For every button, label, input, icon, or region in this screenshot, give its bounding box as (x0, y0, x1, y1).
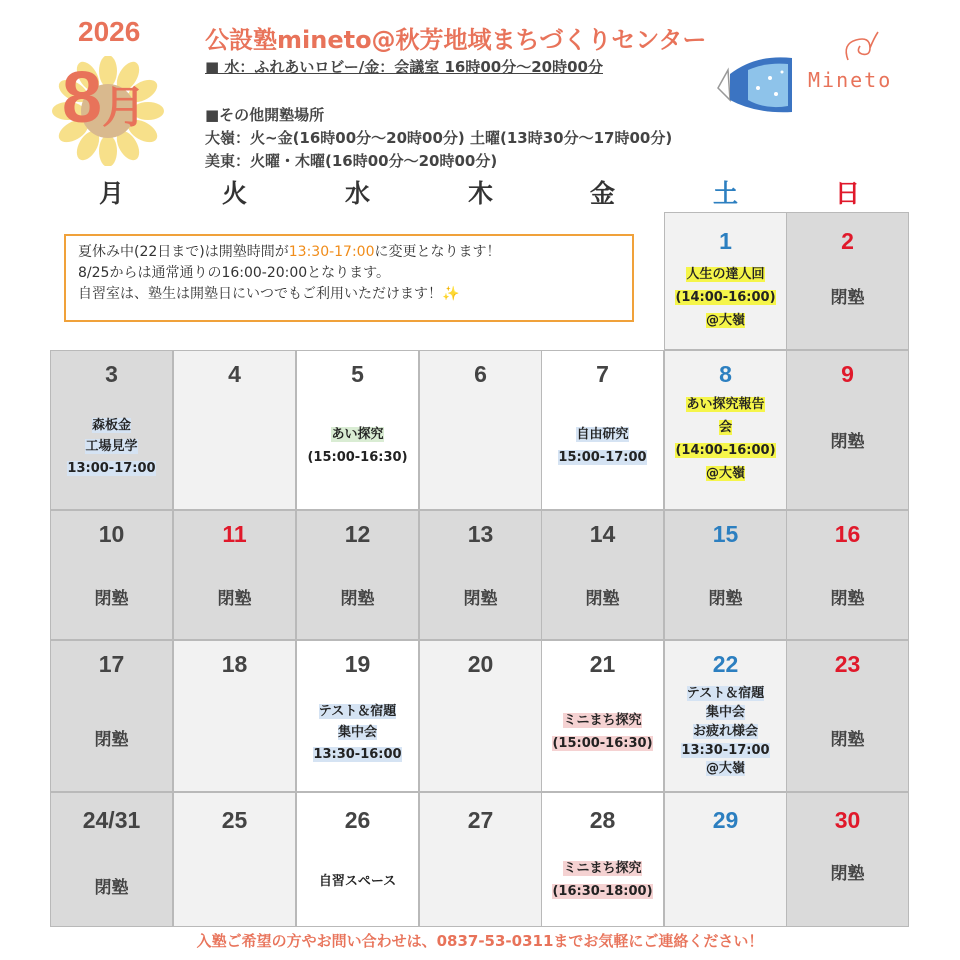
closed-label: 閉塾 (708, 589, 743, 609)
event-ai-tankyu: あい探究 (15:00-16:30) (307, 427, 408, 466)
closed-label: 閉塾 (830, 730, 865, 750)
closed-label: 閉塾 (463, 589, 498, 609)
calendar-day-3: 3 森板金 工場見学 13:00-17:00 (50, 350, 173, 510)
event-test-homework-party: テスト＆宿題 集中会 お疲れ様会 13:30-17:00 @大嶺 (681, 686, 770, 777)
calendar-day-28: 28 ミニまち探究 (16:30-18:00) (541, 792, 664, 927)
month-number: 8 (62, 58, 103, 138)
calendar-day-18: 18 (173, 640, 296, 792)
calendar-day-14: 14 閉塾 (541, 510, 664, 640)
brand-logo-text: Mineto (808, 68, 893, 92)
calendar-day-15: 15 閉塾 (664, 510, 787, 640)
weekday-sat: 土 (712, 179, 738, 208)
notice-box (64, 234, 634, 322)
closed-label: 閉塾 (830, 864, 865, 884)
contact-footer: 入塾ご希望の方やお問い合わせは、0837-53-0311までお気軽にご連絡ください！ (196, 932, 764, 950)
event-mini-machi: ミニまち探究 (15:00-16:30) (552, 713, 653, 752)
event-jinsei-tatsujin: 人生の達人回 (14:00-16:00) @大嶺 (675, 267, 776, 329)
notice-hours-highlight: 13:30-17:00 (288, 244, 375, 260)
calendar-day-20: 20 (419, 640, 542, 792)
calendar-day-1: 1 人生の達人回 (14:00-16:00) @大嶺 (664, 212, 787, 350)
weekday-mon: 月 (98, 179, 124, 208)
closed-label: 閉塾 (830, 288, 865, 308)
other-locations-heading: ■その他開塾場所 (205, 106, 325, 124)
event-jiyu-kenkyu: 自由研究 15:00-17:00 (558, 427, 647, 466)
swirl-icon (840, 30, 880, 64)
calendar-day-5: 5 あい探究 (15:00-16:30) (296, 350, 419, 510)
calendar-day-19: 19 テスト＆宿題 集中会 13:30-16:00 (296, 640, 419, 792)
notice-line-2: 8/25からは通常通りの16:00-20:00となります。 (78, 265, 391, 281)
calendar-day-29: 29 (664, 792, 787, 927)
calendar-day-11: 11 閉塾 (173, 510, 296, 640)
calendar-day-8: 8 あい探究報告 会 (14:00-16:00) @大嶺 (664, 350, 787, 510)
calendar-day-21: 21 ミニまち探究 (15:00-16:30) (541, 640, 664, 792)
calendar-day-23: 23 閉塾 (786, 640, 909, 792)
closed-label: 閉塾 (830, 589, 865, 609)
closed-label: 閉塾 (94, 878, 129, 898)
notice-line-1: 夏休み中(22日まで)は開塾時間が13:30-17:00に変更となります！ (78, 244, 501, 260)
event-ai-tankyu-report: あい探究報告 会 (14:00-16:00) @大嶺 (675, 397, 776, 482)
calendar-day-6: 6 (419, 350, 542, 510)
calendar-day-24-31: 24/31 閉塾 (50, 792, 173, 927)
calendar-day-22: 22 テスト＆宿題 集中会 お疲れ様会 13:30-17:00 @大嶺 (664, 640, 787, 792)
closed-label: 閉塾 (340, 589, 375, 609)
event-factory-tour: 森板金 工場見学 13:00-17:00 (67, 418, 156, 476)
weekday-tue: 火 (221, 179, 247, 208)
calendar-day-10: 10 閉塾 (50, 510, 173, 640)
year-label: 2026 (78, 16, 141, 47)
calendar-day-13: 13 閉塾 (419, 510, 542, 640)
page-title: 公設塾mineto@秋芳地域まちづくりセンター (205, 26, 707, 54)
closed-label: 閉塾 (585, 589, 620, 609)
weekday-thu: 木 (467, 179, 493, 208)
month-label (62, 58, 147, 138)
closed-label: 閉塾 (830, 432, 865, 452)
calendar-day-2: 2 閉塾 (786, 212, 909, 350)
closed-label: 閉塾 (94, 730, 129, 750)
calendar-day-12: 12 閉塾 (296, 510, 419, 640)
calendar-day-26: 26 自習スペース (296, 792, 419, 927)
calendar-day-7: 7 自由研究 15:00-17:00 (541, 350, 664, 510)
event-test-homework: テスト＆宿題 集中会 13:30-16:00 (313, 704, 402, 762)
calendar-day-30: 30 閉塾 (786, 792, 909, 927)
weekday-fri: 金 (589, 179, 615, 208)
calendar-day-17: 17 閉塾 (50, 640, 173, 792)
closed-label: 閉塾 (217, 589, 252, 609)
calendar-day-4: 4 (173, 350, 296, 510)
weekday-wed: 水 (344, 179, 370, 208)
month-unit: 月 (102, 83, 147, 132)
event-jishu-space: 自習スペース (318, 874, 397, 889)
fish-logo-icon (714, 48, 796, 122)
calendar-day-9: 9 閉塾 (786, 350, 909, 510)
closed-label: 閉塾 (94, 589, 129, 609)
event-mini-machi: ミニまち探究 (16:30-18:00) (552, 861, 653, 900)
notice-line-3: 自習室は、塾生は開塾日にいつでもご利用いただけます！✨ (78, 286, 460, 302)
schedule-line: ■ 水：ふれあいロビー/金：会議室 16時00分～20時00分 (205, 58, 603, 76)
calendar-day-16: 16 閉塾 (786, 510, 909, 640)
other-location-mito: 美東：火曜・木曜(16時00分～20時00分) (205, 152, 498, 170)
other-location-omine: 大嶺：火~金(16時00分～20時00分) 土曜(13時30分～17時00分) (205, 129, 673, 147)
weekday-sun: 日 (834, 179, 860, 208)
calendar-day-25: 25 (173, 792, 296, 927)
calendar-day-27: 27 (419, 792, 542, 927)
